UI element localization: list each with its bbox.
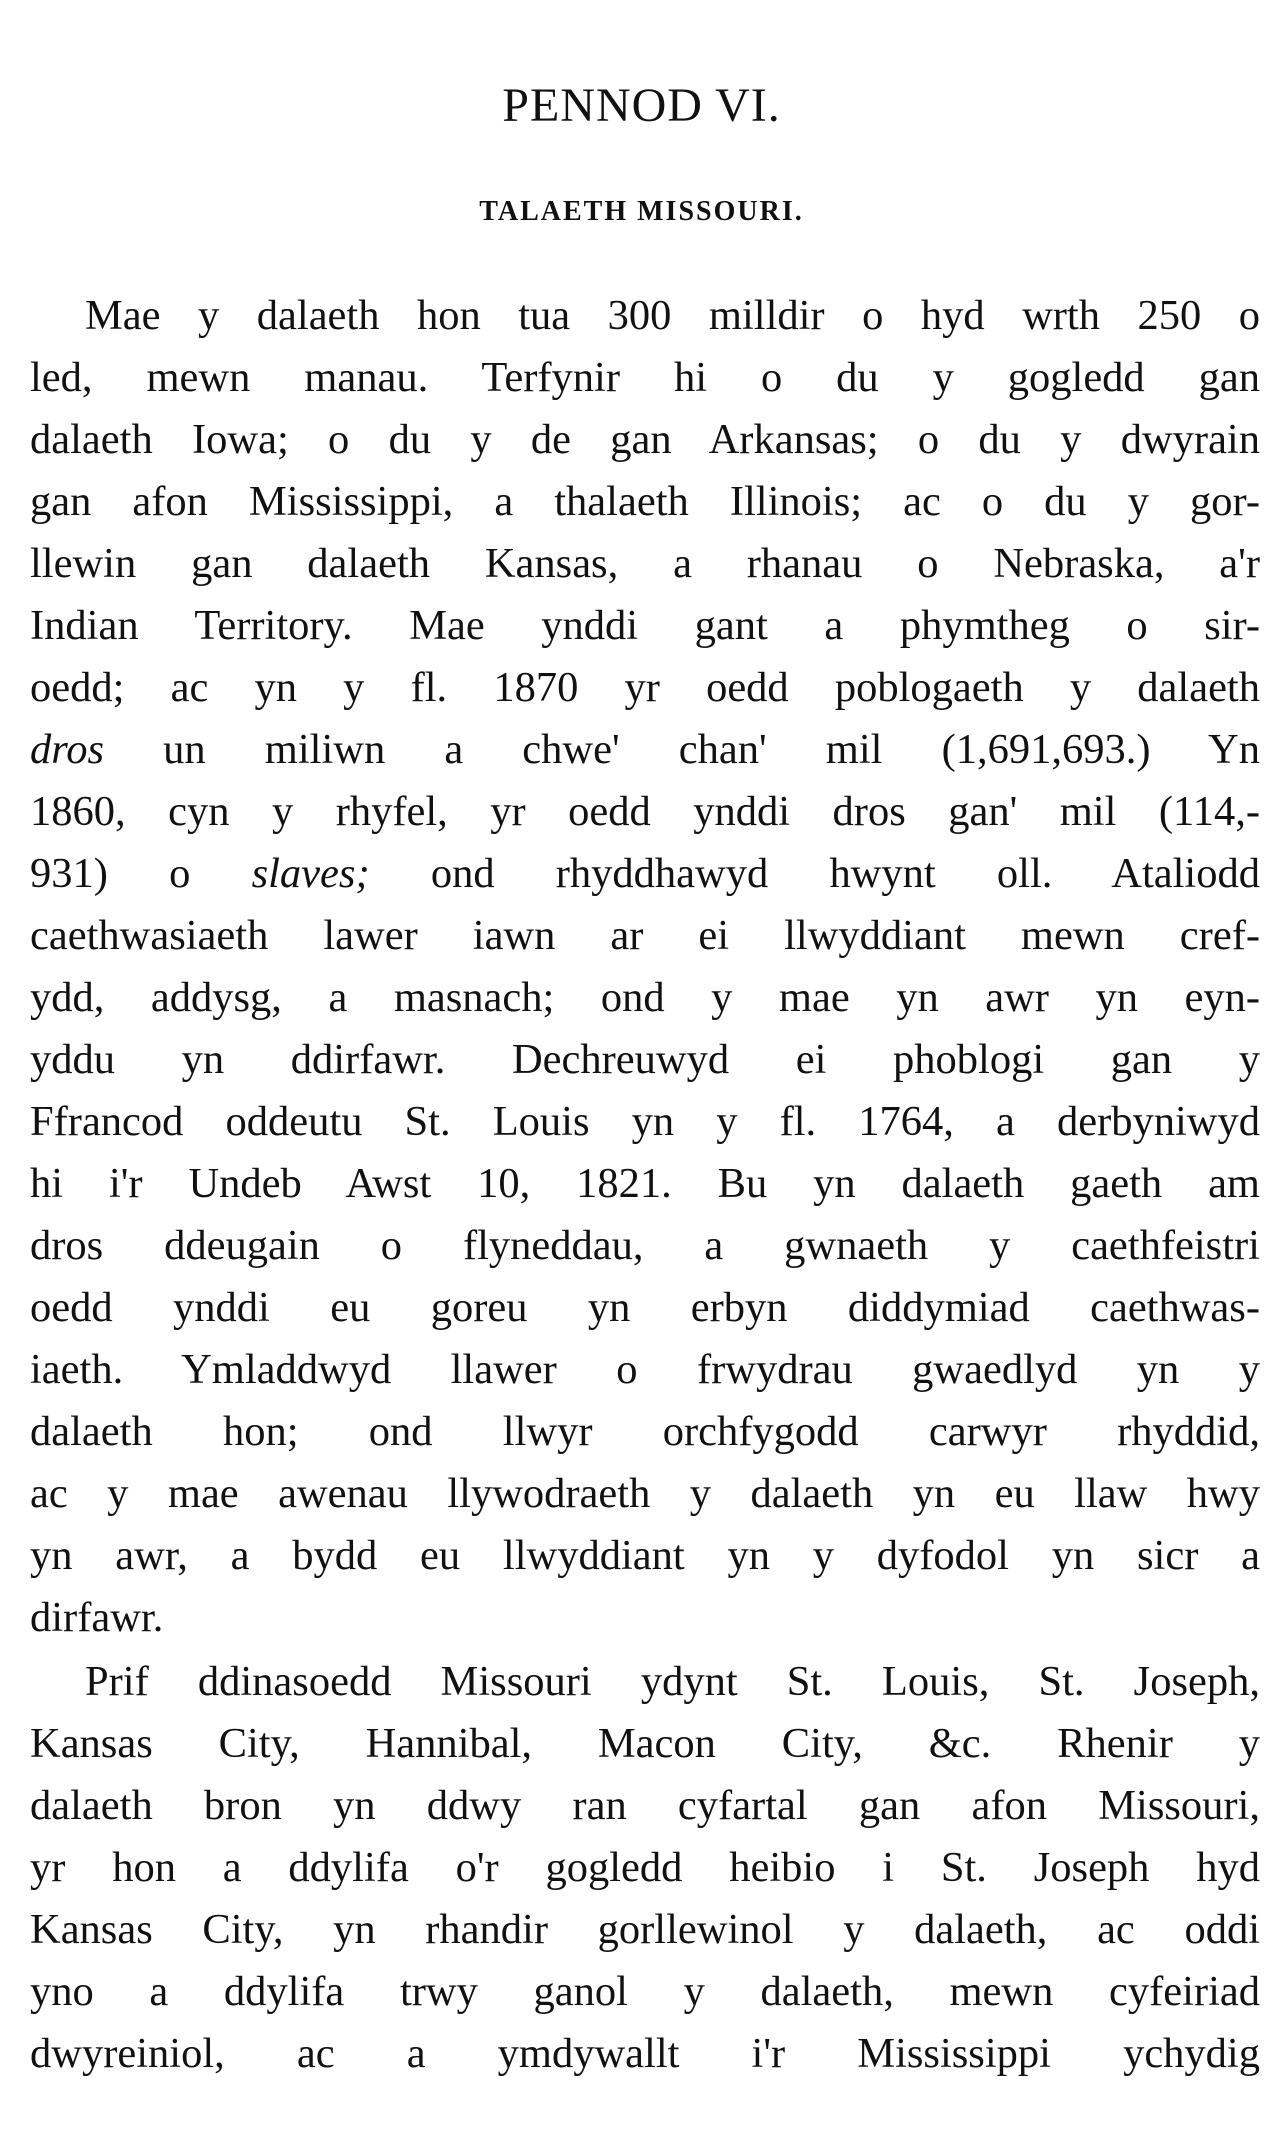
text-line: dirfawr. xyxy=(30,1594,164,1641)
text-line: ydd, addysg, a masnach; ond y mae yn awr yn eyn- xyxy=(30,974,1260,1021)
text-line-italic-start: dros un miliwn a chwe' chan' mil (1,691,693.) Yn xyxy=(30,726,1260,773)
text-line: yr hon a ddylifa o'r gogledd heibio i St. Joseph hyd xyxy=(30,1844,1260,1891)
text-line: Ffrancod oddeutu St. Louis yn y fl. 1764, a derbyniwyd xyxy=(30,1098,1260,1145)
text-line: Prif ddinasoedd Missouri ydynt St. Louis, St. Joseph, xyxy=(85,1658,1260,1705)
section-title: TALAETH MISSOURI. xyxy=(479,196,804,227)
text-line: dalaeth Iowa; o du y de gan Arkansas; o du y dwyrain xyxy=(30,416,1260,463)
paragraph-1 xyxy=(30,285,1260,1649)
text-line: yno a ddylifa trwy ganol y dalaeth, mewn cyfeiriad xyxy=(30,1968,1260,2015)
text-line: oedd; ac yn y fl. 1870 yr oedd poblogaeth y dalaeth xyxy=(30,664,1260,711)
text-line: led, mewn manau. Terfynir hi o du y gogledd gan xyxy=(30,354,1260,401)
text-line: dalaeth hon; ond llwyr orchfygodd carwyr rhyddid, xyxy=(30,1408,1260,1455)
text-line: dalaeth bron yn ddwy ran cyfartal gan afon Missouri, xyxy=(30,1782,1260,1829)
text-line: yddu yn ddirfawr. Dechreuwyd ei phoblogi gan y xyxy=(30,1036,1260,1083)
chapter-title: PENNOD VI. xyxy=(502,79,781,132)
text-line: ac y mae awenau llywodraeth y dalaeth yn eu llaw hwy xyxy=(30,1470,1260,1517)
text-line: hi i'r Undeb Awst 10, 1821. Bu yn dalaeth gaeth am xyxy=(30,1160,1260,1207)
text-line: dwyreiniol, ac a ymdywallt i'r Mississippi ychydig xyxy=(30,2030,1260,2077)
text-line: llewin gan dalaeth Kansas, a rhanau o Nebraska, a'r xyxy=(30,540,1260,587)
text-line-italic-word: 931) o slaves; ond rhyddhawyd hwynt oll. Ataliodd xyxy=(30,850,1260,897)
text-line: 1860, cyn y rhyfel, yr oedd ynddi dros gan' mil (114,- xyxy=(30,788,1260,835)
text-line: oedd ynddi eu goreu yn erbyn diddymiad caethwas- xyxy=(30,1284,1260,1331)
text-line: Indian Territory. Mae ynddi gant a phymtheg o sir- xyxy=(30,602,1260,649)
text-line: gan afon Mississippi, a thalaeth Illinois; ac o du y gor- xyxy=(30,478,1260,525)
text-line: Kansas City, Hannibal, Macon City, &c. Rhenir y xyxy=(30,1720,1260,1767)
text-line: caethwasiaeth lawer iawn ar ei llwyddiant mewn cref- xyxy=(30,912,1260,959)
text-line: dros ddeugain o flyneddau, a gwnaeth y caethfeistri xyxy=(30,1222,1260,1269)
text-line: Mae y dalaeth hon tua 300 milldir o hyd wrth 250 o xyxy=(85,292,1260,339)
italic-word: dros xyxy=(30,726,105,773)
text-line: yn awr, a bydd eu llwyddiant yn y dyfodol yn sicr a xyxy=(30,1532,1260,1579)
text-line: iaeth. Ymladdwyd llawer o frwydrau gwaedlyd yn y xyxy=(30,1346,1260,1393)
paragraph-2 xyxy=(30,1651,1260,2085)
text-line: Kansas City, yn rhandir gorllewinol y dalaeth, ac oddi xyxy=(30,1906,1260,1953)
italic-word: slaves; xyxy=(251,850,370,897)
